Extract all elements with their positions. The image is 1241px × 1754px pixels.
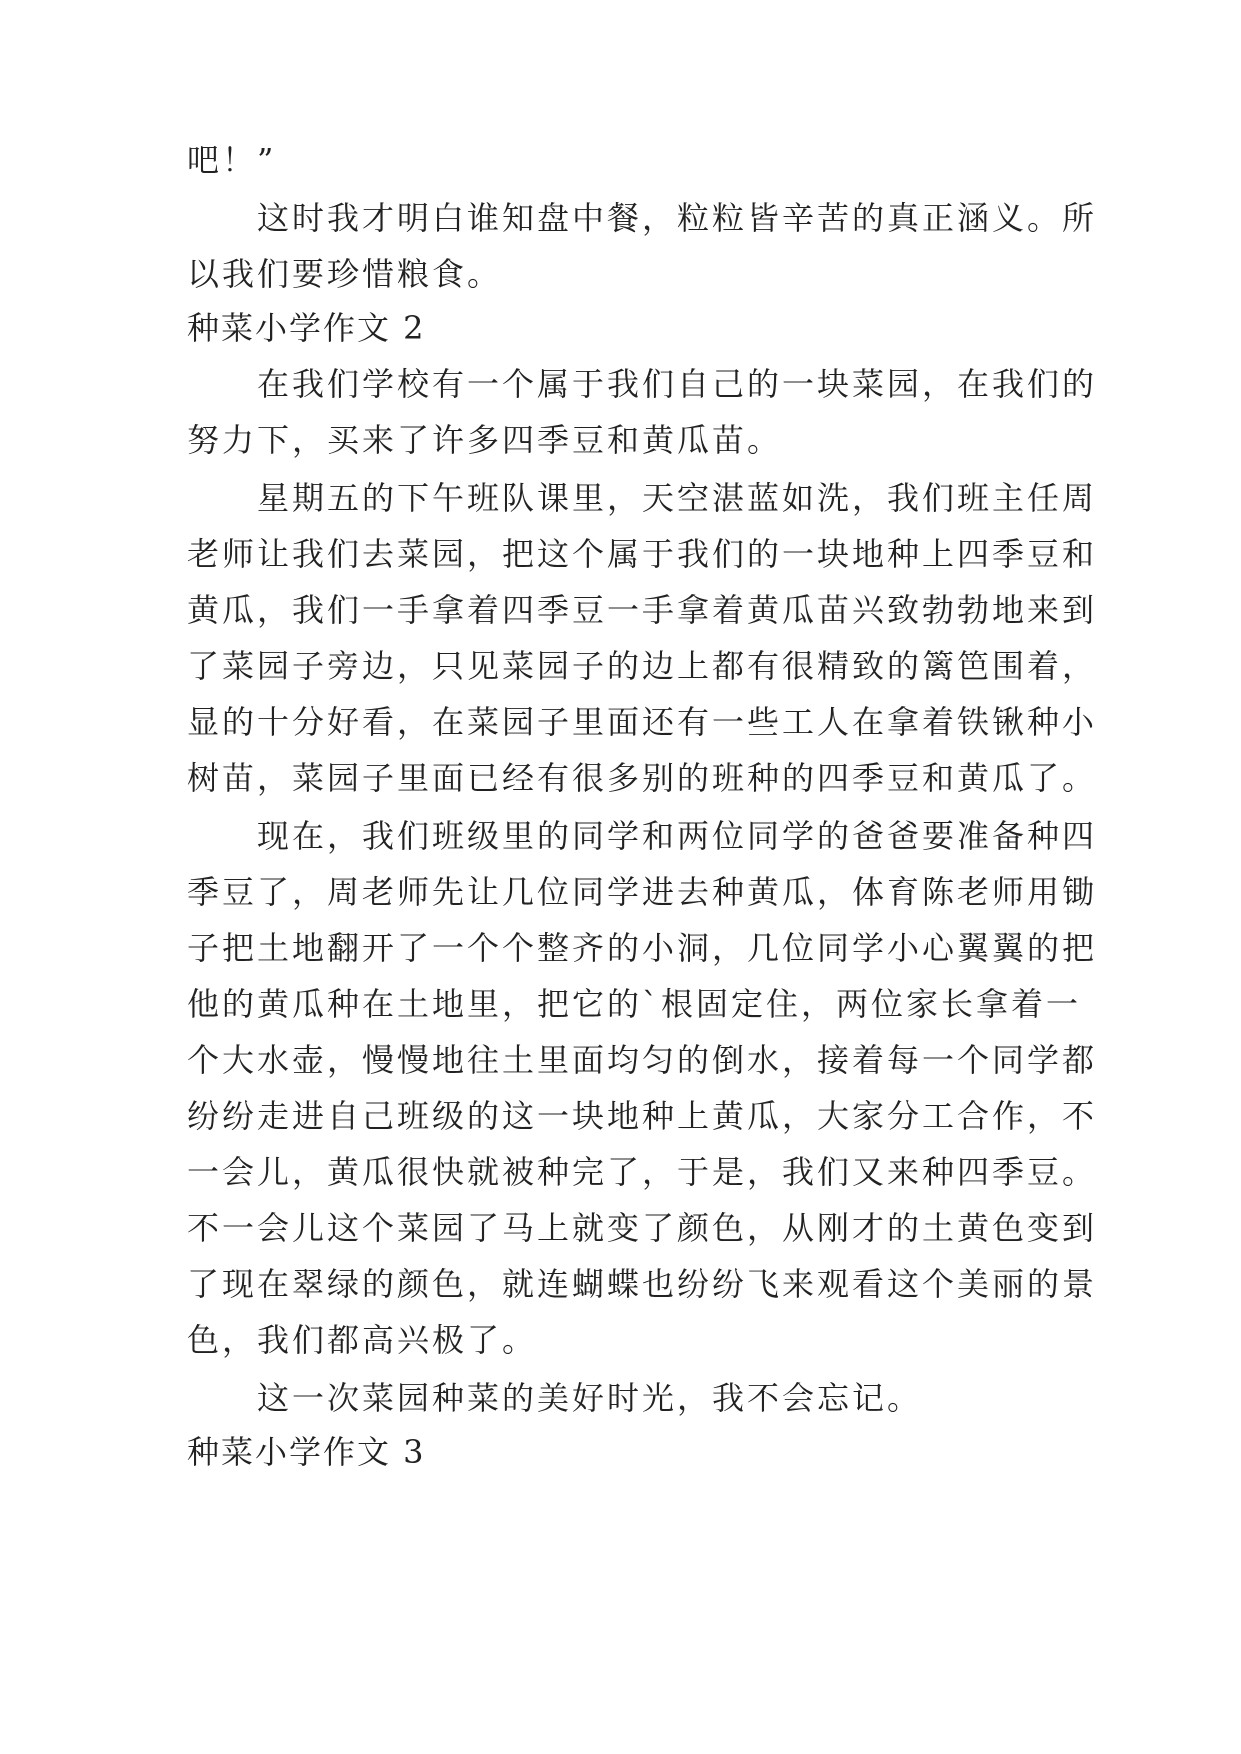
text-line: 努力下，买来了许多四季豆和黄瓜苗。 [187,421,783,459]
text-line: 一会儿，黄瓜很快就被种完了，于是，我们又来种四季豆。 [187,1153,1098,1191]
text-line: 黄瓜，我们一手拿着四季豆一手拿着黄瓜苗兴致勃勃地来到 [187,591,1098,629]
paragraph-line: 在我们学校有一个属于我们自己的一块菜园，在我们的 [187,365,1098,403]
text-line: 显的十分好看，在菜园子里面还有一些工人在拿着铁锹种小 [187,703,1098,741]
text-line: 他的黄瓜种在土地里，把它的`根固定住，两位家长拿着一 [187,985,1082,1023]
text-line: 不一会儿这个菜园了马上就变了颜色，从刚才的土黄色变到 [187,1209,1098,1247]
text-line: 老师让我们去菜园，把这个属于我们的一块地种上四季豆和 [187,535,1098,573]
paragraph-line: 这时我才明白谁知盘中餐，粒粒皆辛苦的真正涵义。所 [187,199,1098,237]
text-line: 了现在翠绿的颜色，就连蝴蝶也纷纷飞来观看这个美丽的景 [187,1265,1098,1303]
text-line: 季豆了，周老师先让几位同学进去种黄瓜，体育陈老师用锄 [187,873,1098,911]
paragraph-line: 这一次菜园种菜的美好时光，我不会忘记。 [187,1379,923,1417]
text-line: 以我们要珍惜粮食。 [187,255,503,293]
paragraph-line: 星期五的下午班队课里，天空湛蓝如洗，我们班主任周 [187,479,1098,517]
text-line: 个大水壶，慢慢地往土里面均匀的倒水，接着每一个同学都 [187,1041,1098,1079]
text-line: 色，我们都高兴极了。 [187,1321,538,1359]
text-line: 吧！” [187,141,277,179]
section-heading: 种菜小学作文 3 [187,1433,426,1471]
text-line: 树苗，菜园子里面已经有很多别的班种的四季豆和黄瓜了。 [187,759,1098,797]
section-heading: 种菜小学作文 2 [187,309,426,347]
text-line: 子把土地翻开了一个个整齐的小洞，几位同学小心翼翼的把 [187,929,1098,967]
paragraph-line: 现在，我们班级里的同学和两位同学的爸爸要准备种四 [187,817,1098,855]
text-line: 了菜园子旁边，只见菜园子的边上都有很精致的篱笆围着， [187,647,1098,685]
text-line: 纷纷走进自己班级的这一块地种上黄瓜，大家分工合作，不 [187,1097,1098,1135]
